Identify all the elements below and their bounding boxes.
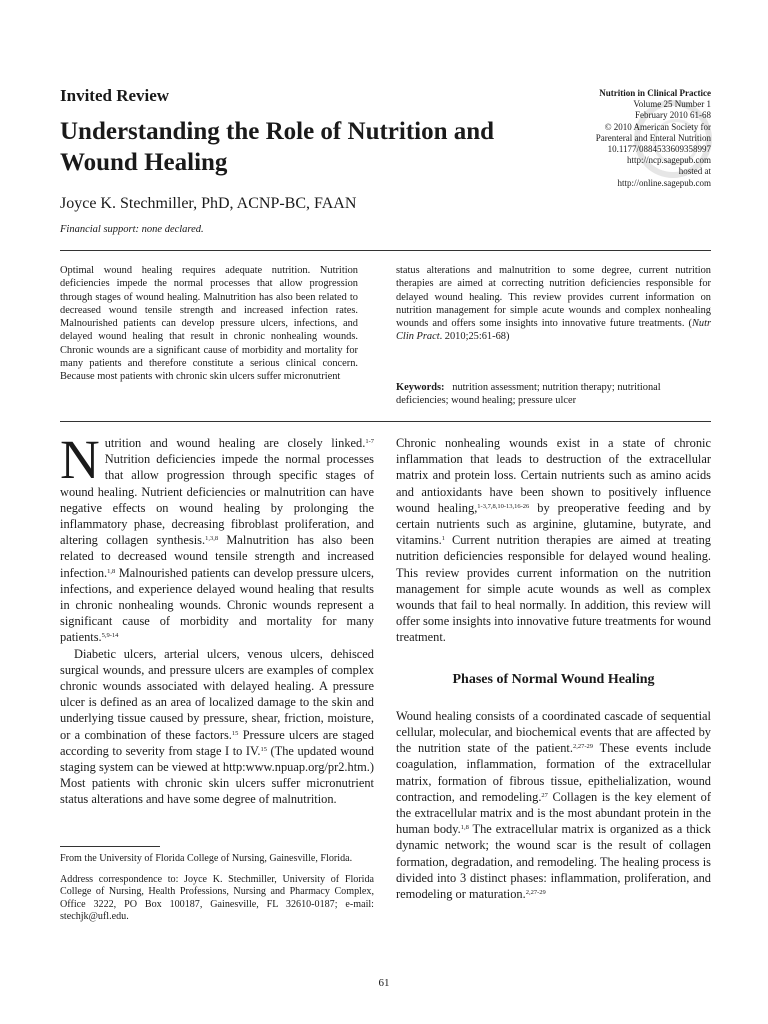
abstract-citation-journal: Nutr Clin Pract [396,318,711,343]
citation-superscript: 1 [441,535,446,543]
journal-society: Parenteral and Enteral Nutrition [595,132,711,143]
body-text: Malnourished patients can develop pressure ulcers, infections, and experience delayed wound healing that results in chronic nonhealing wounds. Chronic wounds represent a significant cause of morbidity and mortality for many patients. [60,565,374,645]
journal-date-pages: February 2010 61-68 [635,110,711,121]
body-paragraph [60,646,374,808]
citation-superscript: 27 [541,791,548,799]
body-text: utrition and wound healing are closely linked. [104,436,366,450]
citation-superscript: 15 [260,745,267,753]
citation-superscript: 1,8 [460,824,469,832]
body-text: Pressure ulcers are staged according to severity from stage I to IV. [60,727,374,758]
body-text: Nutrition deficiencies impede the normal processes that allow progression through specific stages of wound healing. Nutrient deficiencies or malnutrition can have negative effects on wound healing by prolonging the inflammatory phase, decreasing fibroblast proliferation, and altering collagen synthesis. [60,452,374,548]
body-text: The extracellular matrix is organized as a thick dynamic network; the wound scar is the result of collagen formation, degradation, and remodeling. The healing process is divided into 3 distinct phases: inflammation, proliferation, and remodeling or maturation. [396,822,711,902]
page-number: 61 [378,977,390,989]
body-right-column [396,435,711,902]
article-title: Understanding the Role of Nutrition and Wound Healing [60,118,495,176]
abstract-right-column [396,264,711,344]
keywords-label: Keywords: [396,382,445,393]
body-paragraph [396,435,711,646]
keywords-list: nutrition assessment; nutrition therapy; nutritional deficiencies; wound healing; pressure ulcer [396,382,661,407]
author-line: Joyce K. Stechmiller, PhD, ACNP-BC, FAAN [60,195,357,212]
body-text: (The updated wound staging system can be viewed at http:www.npuap.org/pr2.htm.) Most patients with chronic skin ulcers suffer micronutrient status alterations and have some degree of malnutrition. [60,743,374,807]
body-text: Collagen is the key element of the extracellular matrix and is the most abundant protein in the human body. [396,789,711,837]
citation-superscript: 1-7 [365,438,374,445]
body-text: These events include coagulation, inflammation, formation of the extracellular matrix, formation of fibrous tissue, epithelialization, wound contraction, and remodeling. [396,741,711,804]
abstract-left-column: Optimal wound healing requires adequate nutrition. Nutrition deficiencies impede the normal processes that allow progression through stages of wound healing. Malnutrition has also been related to decreased wound tensile strength and increased infection rates. Malnourished patients can develop pressure ulcers, infections, and delayed wound healing that result in chronic nonhealing wounds. Chronic wounds are a significant cause of morbidity and mortality for many patients and therefore constitute a serious clinical concern. Because most patients with chronic skin ulcers suffer micronutrient [60,265,358,383]
journal-hosted-label: hosted at [678,166,711,177]
journal-info-block [501,88,711,189]
abstract-right-text: status alterations and malnutrition to some degree, current nutrition therapies are aimed at correcting nutrition deficiencies responsible for delayed wound healing. This review provides current information on nutrition management for simple acute wounds and complex nonhealing wounds and offers some insights into innovative future treatments. ( [396,265,711,330]
journal-doi: 10.1177/0884533609358997 [607,144,711,155]
citation-superscript: 1,8 [107,567,116,575]
abstract-citation-rest: . 2010;25:61-68) [439,331,510,343]
body-paragraph [396,708,711,902]
footnote-divider [60,846,160,847]
body-text: Diabetic ulcers, arterial ulcers, venous ulcers, dehisced surgical wounds, and pressure ulcers are examples of complex chronic wounds associated with delayed healing. A pressure ulcer is defined as an area of localized damage to the skin and underlying tissue caused by pressure, shear, friction, moisture, or a combination of these factors. [60,646,374,742]
affiliation-note: From the University of Florida College of Nursing, Gainesville, Florida. [60,853,353,864]
journal-volume: Volume 25 Number 1 [633,99,711,110]
journal-name: Nutrition in Clinical Practice [599,88,711,98]
correspondence-note: Address correspondence to: Joyce K. Stechmiller, University of Florida College of Nursing, Health Professions, Nursing and Pharmacy Complex, Office 3222, PO Box 100187, Gainesville, FL 32610-0187; e-mail: stechjk@ufl.edu. [60,873,374,923]
citation-superscript: 5,9-14 [101,632,119,640]
body-text: Malnutrition has also been related to decreased wound tensile strength and increased infection. [60,533,374,580]
journal-copyright: © 2010 American Society for [604,121,711,132]
citation-superscript: 15 [231,729,239,737]
journal-hosted-url-link[interactable]: http://online.sagepub.com [617,177,711,188]
journal-url-link[interactable]: http://ncp.sagepub.com [627,155,711,166]
drop-cap: N [60,429,100,490]
body-paragraph [60,429,374,646]
section-heading: Phases of Normal Wound Healing [452,671,655,687]
body-text: Current nutrition therapies are aimed at treating nutrition deficiencies responsible for delayed wound healing. This review provides current information on the nutrition management for simple acute wounds as well as complex wounds that fail to heal normally. In addition, this review will offer some insights into innovative future treatments for wound treatment. [396,533,711,645]
citation-superscript: 2,27-29 [572,743,594,751]
citation-superscript: 1,3,8 [205,535,219,543]
citation-superscript: 1-3,7,8,10-13,16-26 [477,502,530,510]
abstract-divider [60,421,711,422]
section-label: Invited Review [60,86,170,105]
body-text: Wound healing consists of a coordinated cascade of sequential cellular, molecular, and biochemical events that are affected by the nutrition state of the patient. [396,708,711,756]
keywords-block [396,381,711,408]
body-left-column [60,429,374,808]
citation-superscript: 2,27-29 [525,889,546,897]
body-text: by preoperative feeding and by certain nutrients such as arginine, glutamine, butyrate, and vitamins. [396,500,711,548]
body-text: Chronic nonhealing wounds exist in a state of chronic inflammation that leads to destruction of the extracellular matrix and protein loss. Certain nutrients such as amino acids and antioxidants have been shown to positively influence wound healing, [396,436,711,515]
funding-statement: Financial support: none declared. [60,224,204,235]
footnotes [60,853,374,932]
header-divider [60,250,711,251]
